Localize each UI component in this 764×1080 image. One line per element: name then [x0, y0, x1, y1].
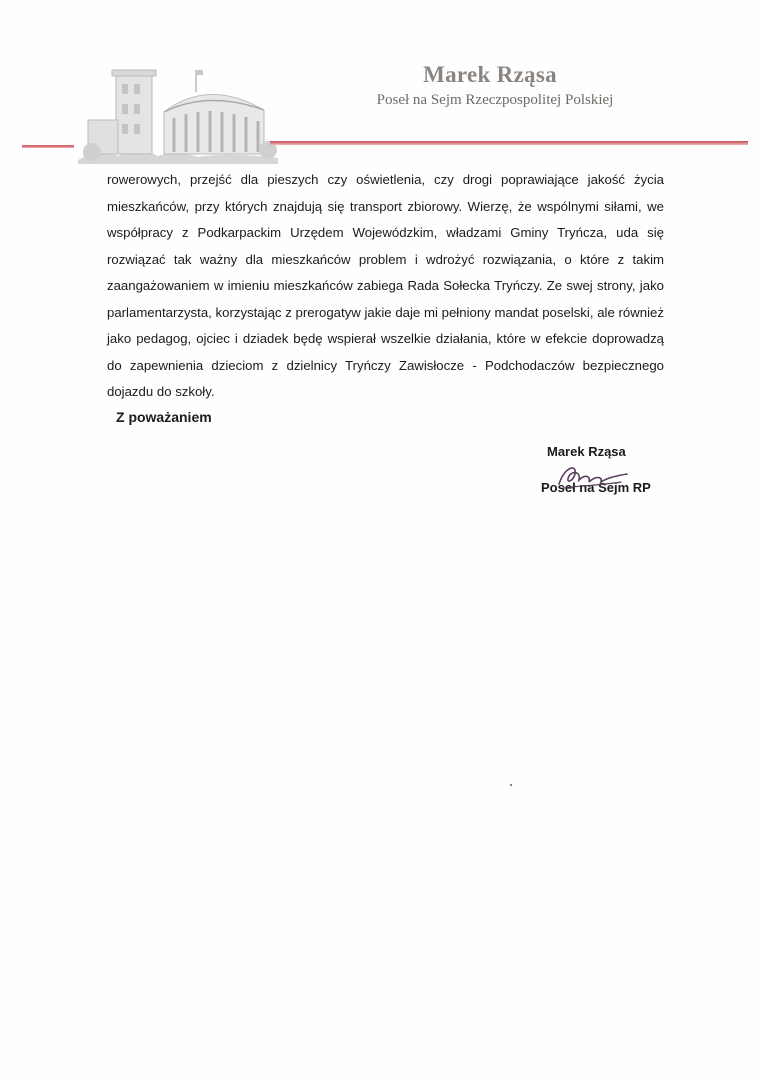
scan-speck [510, 784, 512, 786]
letterhead [0, 0, 764, 170]
header-rule-right [270, 141, 748, 145]
header-rule-left [22, 145, 74, 148]
letterhead-title: Poseł na Sejm Rzeczpospolitej Polskiej [376, 92, 614, 108]
sejm-building-icon [78, 60, 278, 164]
signer-role: Poseł na Sejm RP [541, 480, 651, 495]
signer-name: Marek Rząsa [547, 444, 626, 459]
handwritten-signature-icon [555, 462, 630, 494]
closing-salutation: Z poważaniem [116, 409, 212, 425]
letterhead-name: Marek Rząsa [423, 62, 557, 87]
letter-body-paragraph: rowerowych, przejść dla pieszych czy oświetlenia, czy drogi poprawiające jakość życia mieszkańców, przy których znajdują się transport zbiorowy. Wierzę, że wspólnymi siłami, we współpracy z Podkarpackim Urzędem Wojewódzkim, władzami Gminy Tryńcza, uda się rozwiązać tak ważny dla mieszkańców problem i wdrożyć rozwiązania, o które z takim zaangażowaniem w imieniu mieszkańców zabiega Rada Sołecka Tryńczy. Ze swej strony, jako parlamentarzysta, korzystając z prerogatyw jakie daje mi pełniony mandat poselski, ale również jako pedagog, ojciec i dziadek będę wspierał wszelkie działania, które w efekcie doprowadzą do zapewnienia dzieciom z dzielnicy Tryńczy Zawisłocze - Podchodaczów bezpiecznego dojazdu do szkoły. [107, 172, 664, 399]
